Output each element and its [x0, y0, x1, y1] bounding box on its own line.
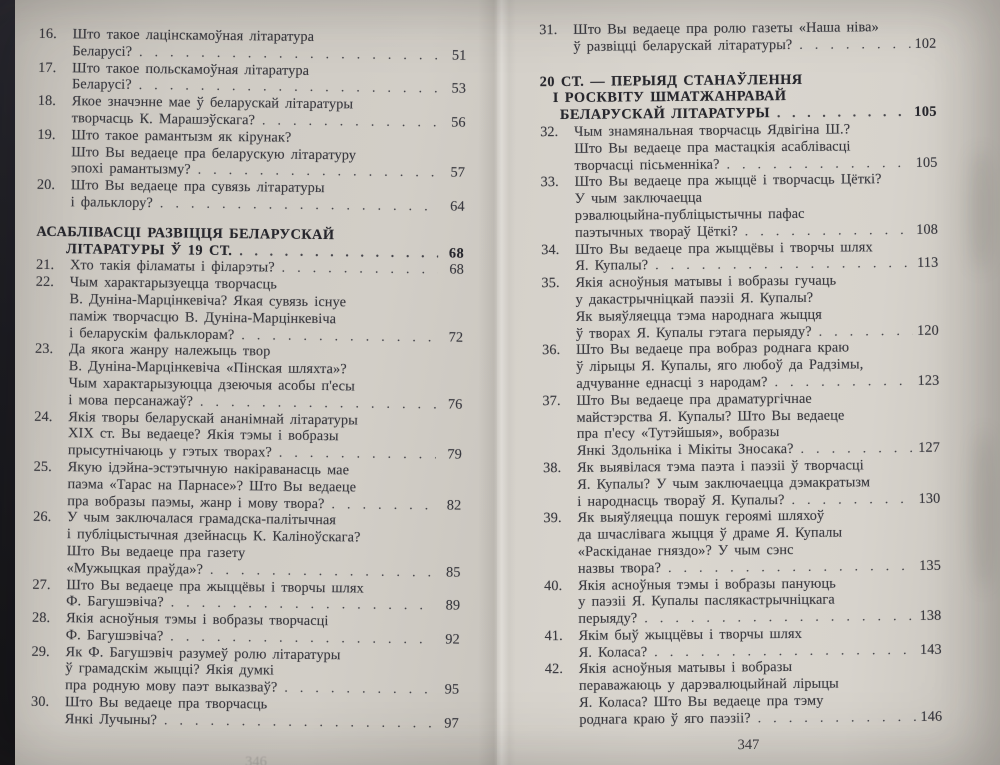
entry-body	[72, 26, 466, 64]
entry-number: 35.	[541, 275, 560, 292]
entry-text: Ф. Багушэвіча?	[65, 627, 164, 645]
entry-text: Што Вы ведаеце пра сувязь літаратуры	[70, 177, 325, 197]
entry-number: 42.	[544, 661, 564, 678]
dot-leader	[792, 36, 910, 54]
entry-body	[66, 509, 461, 581]
entry-number: 37.	[542, 392, 561, 409]
toc-entry	[542, 339, 939, 393]
entry-page-number: 51	[451, 47, 467, 64]
heading-text: ЛІТАРАТУРЫ Ў 19 СТ.	[66, 240, 233, 259]
entry-number: 25.	[33, 458, 52, 475]
toc-entry	[32, 610, 460, 648]
entry-text: Янкі Здольніка і Мікіты Зносака?	[576, 441, 794, 459]
entry-body	[68, 409, 463, 464]
entry-body	[579, 658, 943, 728]
entry-number: 22.	[35, 273, 55, 291]
entry-text: да шчаслівага жыцця ў драме Я. Купалы	[577, 524, 843, 543]
toc-entry	[32, 576, 460, 614]
entry-page-number: 138	[919, 607, 942, 624]
entry-text: Якія творы беларускай ананімнай літаратуры	[68, 408, 359, 428]
toc-entry	[37, 177, 465, 215]
entry-text: Што Вы ведаеце пра газету	[66, 543, 246, 562]
heading-text: 20 СТ. — ПЕРЫЯД СТАНАЎЛЕННЯ	[539, 71, 803, 90]
entry-text: майстэрства Я. Купалы? Што Вы ведаеце	[576, 407, 845, 426]
page-right	[497, 0, 1000, 765]
entry-text: В. Дуніна-Марцінкевіча «Пінская шляхта»?	[68, 358, 347, 378]
entry-page-number: 146	[920, 708, 943, 725]
entry-text: Як выяўляецца пошук героямі шляхоў	[577, 508, 825, 527]
dot-leader	[812, 322, 913, 340]
entry-body	[66, 577, 460, 615]
entry-number: 29.	[31, 643, 50, 660]
entry-body	[574, 121, 937, 175]
entry-number: 38.	[543, 459, 562, 477]
entry-line	[71, 194, 465, 215]
entry-body	[578, 625, 941, 662]
entry-page-number: 82	[446, 496, 462, 514]
entry-number: 28.	[31, 609, 51, 627]
entry-text: Хто такія філаматы і філарэты?	[69, 257, 275, 276]
entry-text: У чым заключалася грамадска-палітычная	[67, 509, 337, 529]
entry-text: і фальклору?	[70, 194, 154, 212]
dot-leader	[153, 195, 439, 215]
entry-number: 30.	[30, 693, 50, 711]
toc-entry	[38, 93, 466, 131]
page-left	[15, 0, 497, 765]
entry-number: 23.	[34, 341, 54, 358]
entry-text: ў творах Я. Купалы гэтага перыяду?	[575, 323, 812, 342]
entry-text: творчасць К. Марашэўскага?	[71, 110, 256, 129]
entry-body	[575, 272, 939, 342]
entry-page-number: 53	[451, 80, 467, 98]
toc-entry	[539, 19, 936, 56]
entry-text: Янкі Лучыны?	[64, 711, 158, 729]
entry-text: XIX ст. Вы ведаеце? Якія тэмы і вобразы	[67, 425, 339, 445]
entry-text: пра родную мову паэт выказваў?	[65, 677, 278, 696]
entry-text: у паэзіі Я. Купалы паслякастрычніцкага	[578, 591, 835, 611]
entry-text: Што Вы ведаеце пра жыццёвы і творчы шлях	[66, 576, 364, 597]
entry-text: «Мужыцкая праўда»?	[66, 559, 204, 578]
dot-leader	[751, 709, 917, 727]
toc-entry	[31, 694, 459, 732]
entry-number: 18.	[37, 92, 57, 110]
entry-body	[575, 238, 938, 275]
toc-entry	[38, 26, 466, 64]
entry-page-number: 102	[914, 35, 937, 52]
toc-entry	[38, 59, 466, 97]
dot-leader	[275, 260, 438, 279]
dot-leader	[324, 496, 435, 514]
entry-line	[65, 711, 459, 732]
entry-text: у дакастрычніцкай паэзіі Я. Купалы?	[575, 289, 814, 308]
entry-text: Я. Купалы? У чым заключаецца дэмакратызм	[577, 474, 871, 493]
entry-number: 20.	[36, 176, 56, 194]
entry-body	[576, 339, 939, 393]
entry-page-number: 56	[451, 114, 466, 131]
entry-text: і беларускім фальклорам?	[69, 324, 235, 343]
entry-page-number: 68	[449, 261, 465, 279]
dot-leader	[793, 440, 914, 458]
entry-text: Што Вы ведаеце пра драматургічнае	[576, 390, 812, 409]
entry-text: і мова персанажаў?	[68, 391, 194, 410]
toc-entry	[35, 274, 464, 346]
dot-leader	[157, 712, 433, 732]
entry-body	[65, 694, 459, 732]
entry-text: ў лірыцы Я. Купалы, яго любоў да Радзімы,	[576, 356, 864, 375]
entry-number: 24.	[34, 408, 53, 425]
toc-entry	[544, 625, 941, 662]
toc-entry	[542, 389, 940, 460]
entry-text: рэвалюцыйна-публіцыстычны пафас	[574, 205, 805, 224]
entry-line	[573, 35, 936, 55]
toc-entry	[541, 272, 939, 343]
entry-text: адчуванне еднасці з народам?	[576, 374, 768, 392]
toc-entry	[541, 238, 938, 275]
heading-text: БЕЛАРУСКАЙ ЛІТАРАТУРЫ	[559, 105, 771, 124]
dot-leader	[784, 490, 914, 508]
entry-text: ў развіцці беларускай літаратуры?	[573, 36, 793, 55]
entry-text: і публіцыстычная дзейнасць К. Каліноўскага?	[66, 526, 361, 546]
entry-page-number: 105	[915, 154, 938, 171]
entry-body	[71, 177, 465, 215]
entry-text: прысутнічаюць у гэтых творах?	[67, 442, 272, 461]
entry-text: Што Вы ведаеце пра жыццё і творчасць Цёткі?	[574, 171, 882, 191]
entry-number: 21.	[35, 257, 55, 274]
entry-text: Якую ідэйна-эстэтычную накіраванасць мае	[67, 459, 350, 479]
entry-text: Ф. Багушэвіча?	[66, 593, 164, 611]
entry-page-number: 113	[917, 255, 939, 272]
toc-entry	[541, 171, 939, 242]
entry-text: Я. Коласа? Што Вы ведаеце пра тэму	[579, 692, 824, 711]
entry-text: ў грамадскім жыцці? Якія думкі	[65, 660, 275, 680]
entry-text: «Раскіданае гняздо»? У чым сэнс	[577, 541, 794, 560]
entry-body	[67, 459, 462, 514]
dot-leader	[738, 222, 912, 240]
entry-text: перыяду?	[578, 610, 638, 627]
heading-page-number: 68	[448, 245, 465, 262]
section-heading	[540, 70, 937, 124]
toc-entry	[540, 121, 937, 175]
dot-leader	[272, 445, 436, 464]
toc-entry	[32, 509, 461, 581]
entry-number: 19.	[37, 126, 56, 143]
entry-page-number: 143	[919, 641, 942, 658]
right-page-number: 347	[737, 736, 760, 754]
section-heading	[36, 224, 464, 262]
entry-body	[66, 610, 460, 648]
entry-number: 36.	[541, 342, 561, 359]
entry-text: Якія асноўныя матывы і вобразы гучаць	[575, 272, 837, 292]
entry-text: Што Вы ведаеце пра беларускую літаратуру	[71, 143, 357, 164]
dot-leader	[277, 680, 433, 699]
dot-leader	[255, 112, 440, 131]
toc-entry	[543, 457, 940, 511]
entry-page-number: 97	[444, 715, 459, 732]
entry-body	[575, 171, 939, 241]
entry-text: Што такое польскамоўная літаратура	[72, 59, 310, 79]
entry-body	[577, 457, 940, 511]
entry-body	[72, 60, 466, 98]
entry-number: 31.	[539, 21, 558, 39]
entry-body	[577, 507, 941, 577]
entry-number: 34.	[541, 241, 560, 258]
toc-entry	[31, 643, 460, 698]
entry-text: В. Дуніна-Марцінкевіча? Якая сувязь існуе	[69, 291, 347, 311]
entry-number: 40.	[544, 577, 563, 594]
entry-text: Што Вы ведаеце пра вобраз роднага краю	[575, 339, 850, 359]
entry-page-number: 64	[450, 198, 465, 215]
entry-text: пра п'есу «Тутэйшыя», вобразы	[576, 424, 780, 443]
toc-entry	[34, 341, 463, 413]
entry-number: 39.	[543, 510, 562, 527]
entry-text: Што такое лацінскамоўная літаратура	[72, 26, 315, 45]
entry-text: Беларусі?	[72, 42, 133, 60]
entry-body	[573, 19, 936, 56]
entry-text: назвы твора?	[577, 559, 662, 577]
entry-body	[72, 93, 466, 131]
entry-page-number: 85	[445, 564, 461, 581]
entry-text: творчасці пісьменніка?	[574, 156, 720, 174]
entry-text: эпохі рамантызму?	[70, 160, 191, 178]
entry-text: У чым заключаецца	[574, 189, 703, 208]
dot-leader	[767, 373, 913, 391]
entry-text: паміж творчасцю В. Дуніна-Марцінкевіча	[69, 307, 337, 327]
entry-text: паэтычных твораў Цёткі?	[574, 223, 738, 241]
toc-entry	[33, 459, 462, 514]
toc-entry	[37, 127, 466, 182]
entry-text: Я. Коласа?	[578, 643, 648, 661]
entry-number: 41.	[544, 627, 563, 645]
entry-number: 33.	[540, 174, 559, 191]
entry-text: Што Вы ведаеце пра мастацкія асаблівасці	[574, 138, 851, 157]
entry-body	[576, 389, 940, 459]
toc-entry	[34, 408, 463, 463]
entry-text: Якія асноўныя матывы і вобразы	[578, 659, 793, 678]
entry-text: Чым характарызуюцца дзеючыя асобы п'есы	[68, 375, 355, 395]
toc-entry	[545, 658, 943, 729]
entry-text: Якія асноўныя тэмы і вобразы пануюць	[578, 575, 836, 594]
dot-leader	[770, 104, 911, 122]
entry-text: пераважаюць у дарэвалюцыйнай лірыцы	[578, 675, 839, 695]
entry-page-number: 123	[917, 372, 940, 389]
entry-page-number: 72	[448, 329, 464, 346]
entry-text: і народнасць твораў Я. Купалы?	[577, 491, 785, 510]
entry-body	[71, 127, 466, 182]
entry-text: Што такое рамантызм як кірунак?	[71, 126, 292, 146]
entry-body	[65, 644, 460, 699]
entry-page-number: 57	[450, 164, 466, 182]
entry-number: 27.	[32, 576, 51, 593]
left-page-content	[7, 0, 497, 733]
entry-page-number: 92	[445, 631, 460, 648]
dot-leader	[719, 154, 911, 172]
entry-body	[68, 342, 463, 414]
entry-page-number: 89	[445, 597, 461, 614]
heading-text: І РОСКВІТУ ШМАТЖАНРАВАЙ	[552, 88, 787, 107]
entry-page-number: 79	[447, 446, 462, 463]
entry-body	[578, 574, 941, 628]
entry-body	[69, 274, 464, 346]
entry-line	[579, 709, 942, 729]
heading-text: АСАБЛІВАСЦІ РАЗВІЦЦЯ БЕЛАРУСКАЙ	[36, 223, 335, 243]
entry-text: Беларусі?	[71, 76, 132, 94]
left-page-number: 346	[245, 754, 267, 765]
entry-text: Чым характарызуецца творчасць	[69, 274, 277, 293]
entry-number: 32.	[540, 123, 559, 141]
entry-number: 26.	[33, 509, 52, 526]
entry-text: Што Вы ведаеце пра творчасць	[64, 694, 268, 713]
entry-text: Якое значэнне мае ў беларускай літаратуры	[71, 93, 354, 113]
entry-text: паэма «Тарас на Парнасе»? Што Вы ведаеце	[67, 475, 357, 496]
entry-text: Якім быў жыццёвы і творчы шлях	[578, 625, 802, 644]
heading-page-number: 105	[914, 103, 938, 121]
entry-text: Як выявілася тэма паэта і паэзіі ў творчасці	[577, 457, 864, 476]
entry-text: Да якога жанру належыць твор	[68, 341, 271, 360]
entry-page-number: 135	[919, 557, 942, 574]
entry-number: 16.	[38, 25, 57, 43]
entry-page-number: 130	[918, 490, 941, 507]
entry-page-number: 76	[447, 396, 463, 413]
entry-text: Я. Купалы?	[575, 257, 649, 275]
entry-text: пра вобразы паэмы, жанр і мову твора?	[67, 492, 325, 512]
entry-text: Чым знамянальная творчасць Ядвігіна Ш.?	[574, 121, 851, 140]
entry-page-number: 127	[918, 439, 940, 456]
toc-entry	[543, 507, 941, 578]
entry-text: Што Вы ведаеце пра ролю газеты «Наша ніва»	[573, 19, 879, 38]
entry-text: Якія асноўныя тэмы і вобразы творчасці	[65, 610, 329, 630]
entry-text: Што Вы ведаеце пра жыццёвы і творчы шлях	[575, 238, 873, 258]
entry-number: 17.	[38, 59, 57, 76]
entry-text: Як выяўляецца тэма народнага жыцця	[575, 306, 823, 325]
entry-page-number: 95	[444, 681, 460, 698]
entry-text: Як Ф. Багушэвіч разумеў ролю літаратуры	[65, 643, 341, 663]
toc-entry	[544, 574, 941, 628]
entry-text: роднага краю ў яго паэзіі?	[579, 710, 751, 728]
right-page-content	[497, 0, 1000, 729]
entry-page-number: 120	[917, 322, 939, 339]
entry-page-number: 108	[916, 221, 939, 238]
